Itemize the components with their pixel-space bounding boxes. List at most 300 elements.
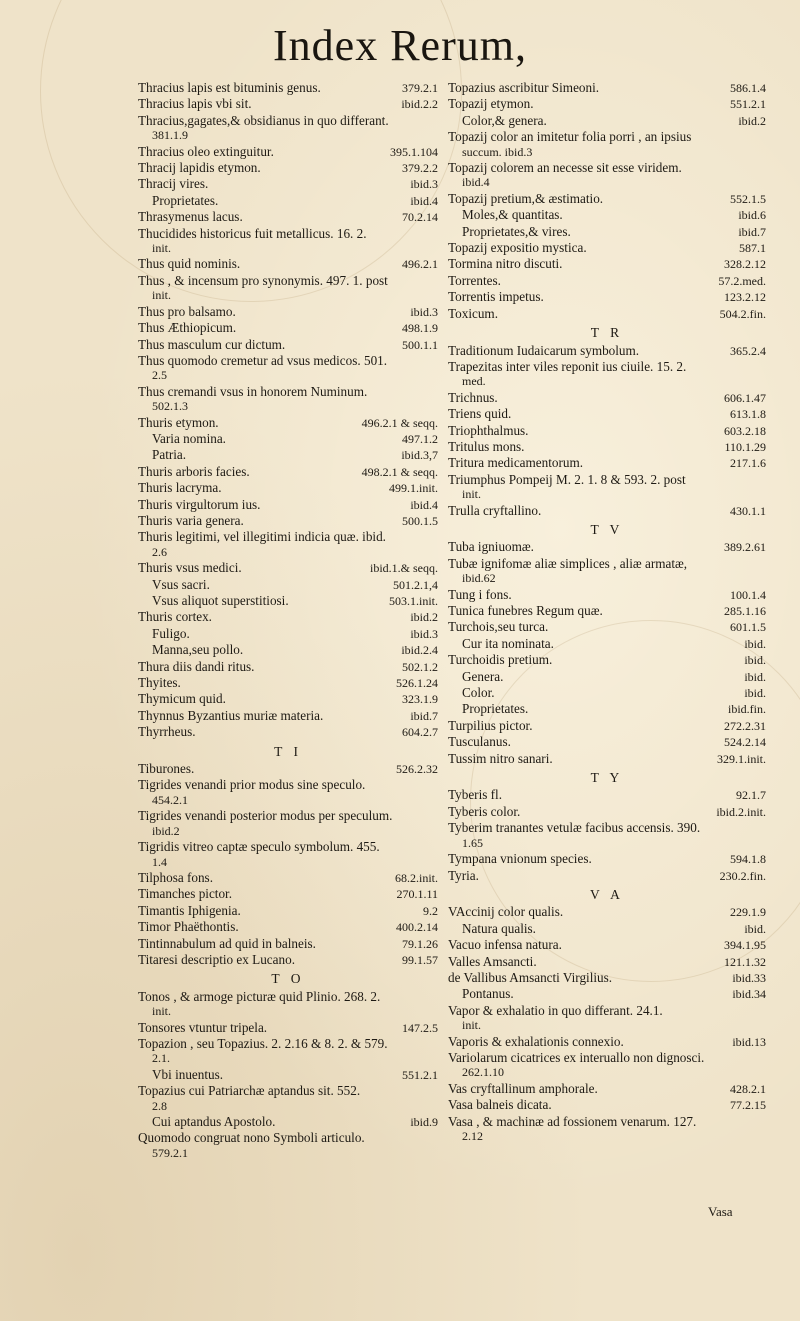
entry-reference: 123.2.12: [724, 290, 766, 305]
entry-reference: 270.1.11: [396, 887, 438, 902]
entry-reference: 503.1.init.: [388, 594, 438, 608]
entry-term: Trulla cryftallino.: [448, 502, 542, 518]
entry-term: Torrentis impetus.: [448, 289, 544, 305]
entry-term: Thuris arboris facies.: [138, 463, 250, 479]
entry-term: Tunica funebres Regum quæ.: [448, 603, 603, 618]
entry-term: Thrasymenus lacus.: [138, 209, 243, 225]
section-heading: T I: [274, 743, 302, 759]
index-entry: [448, 804, 766, 820]
index-entry: [138, 384, 438, 415]
index-entry: [138, 1020, 438, 1036]
entry-reference: 70.2.14: [402, 210, 438, 225]
index-entry: [138, 96, 438, 112]
index-entry: [448, 80, 766, 96]
index-entry: [448, 937, 766, 953]
index-entry: [138, 1036, 438, 1067]
index-entry: [448, 685, 766, 701]
entry-term: Traditionum Iudaicarum symbolum.: [448, 342, 640, 358]
entry-reference: ibid.4: [462, 175, 490, 190]
entry-term: Thyites.: [138, 675, 181, 691]
entry-term: de Vallibus Amsancti Virgilius.: [448, 969, 613, 985]
entry-reference: 498.1.9: [402, 321, 438, 336]
entry-term: Variolarum cicatrices ex interuallo non dignosci.: [448, 1049, 705, 1065]
entry-reference: 552.1.5: [730, 191, 766, 206]
index-entry: [138, 886, 438, 902]
entry-term: Proprietates.: [152, 192, 219, 208]
entry-reference: 229.1.9: [730, 905, 766, 920]
entry-reference: 500.1.1: [402, 337, 438, 352]
entry-term: Color.: [462, 685, 495, 701]
entry-reference: 389.2.61: [724, 540, 766, 555]
entry-reference: 501.2.1,4: [393, 577, 438, 592]
entry-reference: ibid.: [744, 921, 766, 936]
entry-term: Tympana vnionum species.: [448, 851, 592, 867]
index-entry: [448, 306, 766, 322]
entry-term: Thuris vsus medici.: [138, 560, 242, 576]
entry-term: Vacuo infensa natura.: [448, 937, 562, 953]
index-entry: [138, 870, 438, 886]
entry-reference: 526.2.32: [396, 762, 438, 777]
entry-term: Manna,seu pollo.: [152, 642, 244, 658]
entry-term: Titaresi descriptio ex Lucano.: [138, 951, 295, 967]
entry-reference: ibid.2: [738, 113, 766, 128]
entry-reference: ibid.: [744, 669, 766, 684]
entry-reference: 394.1.95: [724, 938, 766, 953]
entry-term: Natura qualis.: [462, 920, 536, 936]
entry-term: Tyberis fl.: [448, 787, 503, 803]
index-entry: [448, 113, 766, 129]
entry-term: Thuris virgultorum ius.: [138, 496, 261, 512]
index-entry: [448, 636, 766, 652]
entry-reference: 1.4: [152, 854, 167, 869]
index-entry: [138, 675, 438, 691]
index-entry: [448, 423, 766, 439]
entry-reference: 498.2.1 & seqq.: [361, 464, 438, 479]
entry-reference: 496.2.1 & seqq.: [361, 415, 438, 430]
index-entry: [138, 113, 438, 144]
entry-term: Quomodo congruat nono Symboli articulo.: [138, 1130, 365, 1146]
entry-term: Vbi inuentus.: [152, 1066, 224, 1082]
entry-reference: 2.5: [152, 368, 167, 383]
index-entry: [138, 989, 438, 1020]
entry-reference: ibid.: [744, 653, 766, 668]
index-entry: [138, 936, 438, 952]
index-entry: [448, 921, 766, 937]
section-heading: T V: [590, 521, 624, 537]
entry-term: Thus quomodo cremetur ad vsus medicos. 501.: [138, 352, 388, 368]
entry-reference: ibid.: [744, 686, 766, 701]
entry-reference: 379.2.1: [402, 81, 438, 95]
entry-term: Thracij vires.: [138, 176, 209, 192]
index-entry: [138, 513, 438, 529]
entry-term: Vapor & exhalatio in quo differant. 24.1.: [448, 1002, 663, 1018]
entry-reference: ibid.4: [410, 193, 438, 208]
index-entry: [138, 480, 438, 496]
entry-reference: 587.1: [739, 241, 766, 256]
index-entry: [448, 787, 766, 803]
entry-term: Tritulus mons.: [448, 438, 525, 454]
index-entry: [138, 577, 438, 593]
index-entry: [138, 529, 438, 560]
entry-reference: 603.2.18: [724, 423, 766, 438]
index-entry: [138, 160, 438, 176]
section-heading: T R: [590, 325, 624, 341]
entry-reference: 230.2.fin.: [719, 868, 766, 883]
entry-term: Thuris legitimi, vel illegitimi indicia quæ. ibid.: [138, 529, 386, 545]
index-entry: [448, 718, 766, 734]
index-entry: [138, 431, 438, 447]
index-entry: [448, 406, 766, 422]
entry-reference: ibid.2: [152, 823, 180, 838]
section-heading: V A: [590, 886, 624, 902]
index-entry: [448, 273, 766, 289]
entry-term: Topazius ascribitur Simeoni.: [448, 80, 600, 95]
index-entry: [448, 954, 766, 970]
entry-term: Thus pro balsamo.: [138, 303, 236, 319]
index-entry: [448, 1081, 766, 1097]
entry-reference: 2.6: [152, 544, 167, 559]
index-entry: [448, 439, 766, 455]
index-entry: [448, 970, 766, 986]
index-entry: [448, 160, 766, 191]
index-entry: [138, 952, 438, 968]
index-entry: [448, 556, 766, 587]
index-entry: [448, 1097, 766, 1113]
entry-reference: ibid.2.4: [401, 643, 438, 658]
entry-term: Tilphosa fons.: [138, 869, 213, 885]
index-entry: [138, 919, 438, 935]
entry-term: Thracius,gagates,& obsidianus in quo differant.: [138, 112, 389, 128]
entry-reference: 100.1.4: [730, 587, 766, 602]
entry-term: Triumphus Pompeij M. 2. 1. 8 & 593. 2. post: [448, 471, 686, 487]
entry-term: Turchois,seu turca.: [448, 619, 549, 635]
index-entry: [448, 191, 766, 207]
index-entry: [138, 777, 438, 808]
entry-reference: ibid.: [744, 636, 766, 651]
catchword: Vasa: [708, 1204, 733, 1219]
entry-term: Patria.: [152, 447, 187, 463]
index-entry: [138, 209, 438, 225]
index-entry: [138, 839, 438, 870]
entry-term: Thus quid nominis.: [138, 256, 241, 272]
index-entry: [448, 359, 766, 390]
entry-reference: 365.2.4: [730, 343, 766, 358]
entry-term: Topazij colorem an necesse sit esse viridem.: [448, 160, 682, 176]
entry-term: Timanches pictor.: [138, 886, 233, 902]
entry-term: Tuba igniuomæ.: [448, 539, 534, 555]
index-entry: [138, 659, 438, 675]
index-entry: [448, 619, 766, 635]
entry-term: Timor Phaëthontis.: [138, 919, 239, 935]
entry-reference: ibid.3,7: [401, 448, 438, 463]
index-entry: [448, 472, 766, 503]
index-entry: [448, 851, 766, 867]
index-entry: [448, 751, 766, 767]
entry-term: Vsus sacri.: [152, 576, 210, 592]
entry-reference: 99.1.57: [402, 952, 438, 967]
entry-term: Thus cremandi vsus in honorem Numinum.: [138, 383, 368, 399]
entry-reference: 524.2.14: [724, 735, 766, 750]
entry-reference: 92.1.7: [736, 788, 766, 803]
entry-term: Tigridis vitreo captæ speculo symbolum. 455.: [138, 839, 380, 855]
entry-reference: ibid.1.& seqq.: [370, 561, 438, 576]
entry-reference: ibid.9: [410, 1115, 438, 1129]
entry-term: Tyria.: [448, 867, 479, 883]
page-title: Index Rerum,: [273, 21, 527, 70]
entry-reference: 272.2.31: [724, 718, 766, 733]
index-entry: [138, 337, 438, 353]
entry-term: Tonos , & armoge picturæ quid Plinio. 268. 2.: [138, 988, 381, 1004]
entry-reference: 613.1.8: [730, 407, 766, 422]
entry-reference: 551.2.1: [402, 1067, 438, 1082]
entry-term: Thyrrheus.: [138, 724, 196, 740]
section-heading: T O: [271, 971, 305, 987]
entry-reference: ibid.6: [738, 208, 766, 223]
entry-term: Fuligo.: [152, 625, 190, 641]
entry-term: Thracius oleo extinguitur.: [138, 143, 274, 159]
index-entry: [448, 455, 766, 471]
entry-term: Tintinnabulum ad quid in balneis.: [138, 935, 316, 951]
index-entry: [448, 224, 766, 240]
entry-reference: 147.2.5: [402, 1020, 438, 1035]
index-entry: [448, 986, 766, 1002]
index-entry: [138, 626, 438, 642]
entry-term: Vaporis & exhalationis connexio.: [448, 1033, 624, 1049]
index-entry: [138, 808, 438, 839]
entry-term: Thuris lacryma.: [138, 480, 222, 496]
entry-term: Thracij lapidis etymon.: [138, 160, 261, 176]
entry-term: Cui aptandus Apostolo.: [152, 1114, 276, 1129]
entry-term: Thura diis dandi ritus.: [138, 658, 255, 674]
entry-term: Valles Amsancti.: [448, 953, 537, 969]
entry-term: Moles,& quantitas.: [462, 207, 563, 223]
index-entry: [138, 1130, 438, 1161]
index-entry: [138, 353, 438, 384]
entry-reference: ibid.34: [732, 987, 766, 1002]
index-entry: [138, 304, 438, 320]
entry-term: Pontanus.: [462, 986, 514, 1002]
index-entry: [138, 176, 438, 192]
entry-reference: 400.2.14: [396, 920, 438, 935]
index-entry: [138, 1067, 438, 1083]
right-index-column: [448, 80, 766, 1144]
entry-reference: ibid.3: [410, 626, 438, 641]
entry-reference: 323.1.9: [402, 692, 438, 707]
index-entry: [138, 708, 438, 724]
entry-term: Topazij pretium,& æstimatio.: [448, 190, 604, 206]
index-entry: [448, 207, 766, 223]
entry-reference: ibid.7: [738, 224, 766, 239]
entry-term: Thracius lapis vbi sit.: [138, 96, 252, 112]
entry-reference: 329.1.init.: [716, 751, 766, 766]
entry-reference: med.: [462, 374, 486, 389]
entry-reference: 79.1.26: [402, 936, 438, 951]
entry-reference: 551.2.1: [730, 97, 766, 112]
index-entry: [448, 390, 766, 406]
index-entry: [448, 289, 766, 305]
entry-reference: init.: [152, 288, 172, 303]
entry-reference: 121.1.32: [724, 954, 766, 969]
entry-term: Topazij etymon.: [448, 96, 534, 112]
entry-term: Tyberis color.: [448, 803, 521, 819]
entry-reference: ibid.3: [410, 177, 438, 192]
entry-reference: ibid.3: [410, 304, 438, 319]
entry-reference: 77.2.15: [730, 1098, 766, 1113]
entry-reference: 502.1.2: [402, 659, 438, 674]
entry-term: Trapezitas inter viles reponit ius ciuile. 15. 2.: [448, 358, 687, 374]
entry-reference: 601.1.5: [730, 620, 766, 635]
entry-term: Triophthalmus.: [448, 422, 529, 438]
entry-term: Cur ita nominata.: [462, 635, 554, 651]
entry-term: Thynnus Byzantius muriæ materia.: [138, 707, 324, 723]
index-entry: [448, 587, 766, 603]
entry-term: Tritura medicamentorum.: [448, 455, 584, 471]
index-entry: [138, 144, 438, 160]
entry-reference: 428.2.1: [730, 1081, 766, 1096]
entry-reference: 285.1.16: [724, 604, 766, 618]
entry-term: Vsus aliquot superstitiosi.: [152, 593, 289, 608]
entry-reference: ibid.13: [732, 1034, 766, 1049]
entry-reference: succum. ibid.3: [462, 144, 533, 159]
index-entry: [448, 652, 766, 668]
index-entry: [138, 1083, 438, 1114]
entry-term: Proprietates.: [462, 701, 529, 717]
entry-term: Tussim nitro sanari.: [448, 750, 553, 766]
entry-term: Timantis Iphigenia.: [138, 902, 241, 918]
entry-reference: 68.2.init.: [394, 870, 438, 885]
index-entry: [448, 539, 766, 555]
entry-term: Topazius cui Patriarchæ aptandus sit. 552.: [138, 1083, 361, 1099]
entry-reference: 9.2: [423, 903, 438, 918]
entry-term: Torrentes.: [448, 272, 501, 288]
left-index-column: [138, 80, 438, 1161]
entry-reference: 500.1.5: [402, 513, 438, 528]
entry-term: Triens quid.: [448, 406, 512, 422]
index-entry: [448, 603, 766, 619]
entry-reference: init.: [152, 241, 172, 256]
entry-reference: ibid.2: [410, 610, 438, 625]
entry-term: Tung i fons.: [448, 586, 512, 602]
index-entry: [138, 497, 438, 513]
entry-reference: ibid.4: [410, 497, 438, 512]
entry-term: Thucidides historicus fuit metallicus. 16. 2.: [138, 225, 367, 241]
entry-term: Turchoidis pretium.: [448, 652, 553, 668]
entry-reference: 497.1.2: [402, 431, 438, 446]
entry-reference: ibid.7: [410, 708, 438, 723]
index-entry: [138, 903, 438, 919]
entry-reference: 594.1.8: [730, 852, 766, 867]
entry-reference: 262.1.10: [462, 1065, 504, 1080]
entry-term: Thuris cortex.: [138, 609, 212, 625]
index-entry: [138, 415, 438, 431]
entry-reference: 379.2.2: [402, 161, 438, 176]
index-entry: [138, 761, 438, 777]
index-entry: [138, 256, 438, 272]
index-entry: [138, 691, 438, 707]
index-entry: [448, 904, 766, 920]
entry-term: Thus masculum cur dictum.: [138, 336, 286, 352]
index-entry: [448, 701, 766, 717]
entry-term: Thracius lapis est bituminis genus.: [138, 80, 321, 95]
entry-reference: ibid.2.2: [401, 97, 438, 112]
index-entry: [448, 503, 766, 519]
entry-reference: 217.1.6: [730, 456, 766, 471]
index-entry: [448, 96, 766, 112]
entry-term: Trichnus.: [448, 389, 498, 405]
index-entry: [448, 669, 766, 685]
entry-reference: init.: [462, 487, 482, 502]
entry-term: Tigrides venandi posterior modus per speculum.: [138, 808, 393, 824]
entry-term: Thuris varia genera.: [138, 512, 244, 528]
entry-reference: 496.2.1: [402, 257, 438, 272]
entry-term: Proprietates,& vires.: [462, 223, 571, 239]
entry-reference: 381.1.9: [152, 128, 188, 143]
entry-reference: 454.2.1: [152, 792, 188, 807]
entry-reference: 526.1.24: [396, 676, 438, 691]
entry-term: VAccinij color qualis.: [448, 904, 564, 920]
index-entry: [138, 560, 438, 576]
index-entry: [138, 464, 438, 480]
index-entry: [138, 609, 438, 625]
index-entry: [448, 129, 766, 160]
entry-reference: 57.2.med.: [718, 273, 766, 288]
entry-reference: ibid.fin.: [728, 702, 766, 717]
index-entry: [138, 1114, 438, 1130]
entry-term: Tubæ ignifomæ aliæ simplices , aliæ armatæ,: [448, 555, 688, 571]
entry-term: Vasa balneis dicata.: [448, 1097, 552, 1113]
entry-reference: 499.1.init.: [388, 481, 438, 496]
index-entry: [448, 240, 766, 256]
entry-term: Tiburones.: [138, 761, 195, 777]
index-entry: [448, 256, 766, 272]
index-entry: [138, 226, 438, 257]
index-entry: [448, 868, 766, 884]
entry-reference: init.: [152, 1004, 172, 1019]
entry-reference: 604.2.7: [402, 725, 438, 740]
entry-term: Topazij expositio mystica.: [448, 240, 587, 256]
section-heading: T Y: [590, 770, 624, 786]
entry-reference: 502.1.3: [152, 399, 188, 414]
entry-reference: ibid.62: [462, 571, 496, 586]
index-entry: [138, 80, 438, 96]
index-entry: [448, 1050, 766, 1081]
index-entry: [138, 193, 438, 209]
index-entry: [448, 1114, 766, 1145]
entry-term: Tyberim tranantes vetulæ facibus accensis. 390.: [448, 820, 701, 836]
entry-term: Tonsores vtuntur tripela.: [138, 1019, 268, 1035]
entry-reference: 110.1.29: [724, 439, 766, 454]
entry-term: Thymicum quid.: [138, 691, 226, 707]
index-entry: [138, 724, 438, 740]
entry-term: Genera.: [462, 668, 504, 684]
entry-reference: 2.1.: [152, 1051, 170, 1066]
entry-term: Color,& genera.: [462, 112, 547, 128]
entry-reference: ibid.33: [732, 970, 766, 985]
index-entry: [448, 1003, 766, 1034]
entry-term: Turpilius pictor.: [448, 717, 533, 733]
entry-reference: init.: [462, 1018, 482, 1033]
index-entry: [138, 642, 438, 658]
entry-term: Topazion , seu Topazius. 2. 2.16 & 8. 2. & 579.: [138, 1035, 388, 1051]
entry-reference: 586.1.4: [730, 81, 766, 95]
index-entry: [138, 593, 438, 609]
entry-term: Thus Æthiopicum.: [138, 320, 237, 336]
entry-reference: 2.8: [152, 1098, 167, 1113]
index-entry: [448, 820, 766, 851]
entry-term: Tormina nitro discuti.: [448, 256, 563, 272]
entry-reference: ibid.2.init.: [716, 804, 766, 819]
entry-term: Thus , & incensum pro synonymis. 497. 1. post: [138, 272, 388, 288]
